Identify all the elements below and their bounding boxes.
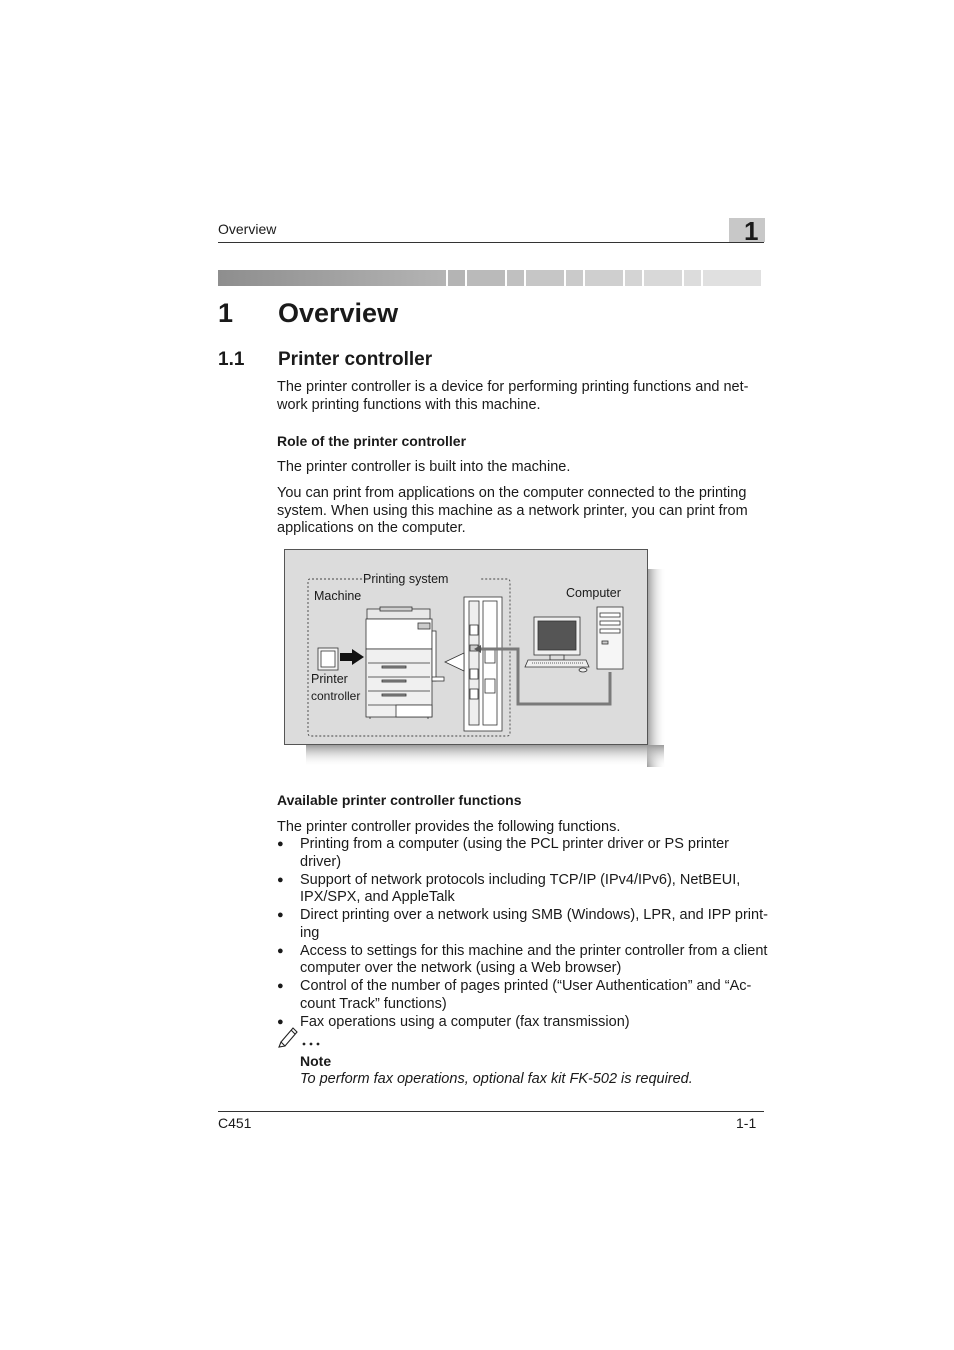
copier-machine-icon: [366, 607, 444, 719]
list-item: ● Control of the number of pages printed (“User Authentication” and “Ac-count Track” functions): [277, 978, 752, 1012]
intro-paragraph: The printer controller is a device for performing printing functions and net-work printing functions with this machine.: [277, 379, 749, 413]
footer-rule: [218, 1111, 764, 1112]
footer-page-number: 1-1: [736, 1115, 757, 1131]
pencil-note-icon: [278, 1024, 326, 1053]
note-text: To perform fax operations, optional fax kit FK-502 is required.: [300, 1071, 693, 1087]
section-title: Printer controller: [278, 349, 433, 370]
machine-label: Machine: [314, 589, 362, 603]
decorative-band: [218, 270, 764, 286]
footer-model: C451: [218, 1115, 252, 1131]
printer-label: Printer: [311, 672, 348, 686]
chapter-title: Overview: [278, 298, 399, 328]
chapter-number: 1: [218, 298, 234, 328]
role-paragraph-2: You can print from applications on the computer connected to the printing system. When using this machine as a network printer, you can print from applications on the computer.: [277, 485, 748, 536]
list-item: ● Fax operations using a computer (fax transmission): [277, 1013, 630, 1030]
running-header-section: Overview: [218, 221, 277, 237]
functions-list: [277, 836, 769, 1032]
printer-controller-icon: [318, 648, 338, 670]
computer-icon: [525, 607, 623, 672]
chapter-tab-number: 1: [744, 216, 759, 246]
list-item: ● Support of network protocols including TCP/IP (IPv4/IPv6), NetBEUI, IPX/SPX, and AppleTalk: [277, 871, 741, 905]
functions-heading: Available printer controller functions: [277, 792, 522, 808]
controller-board-icon: [464, 597, 502, 731]
computer-label: Computer: [566, 586, 621, 600]
note-label: Note: [300, 1053, 332, 1069]
list-item: ● Access to settings for this machine and the printer controller from a client computer over the network (using a Web browser): [277, 942, 768, 976]
list-item: ● Direct printing over a network using SMB (Windows), LPR, and IPP print-ing: [277, 907, 768, 941]
functions-lead: The printer controller provides the following functions.: [277, 819, 621, 835]
header-rule: [218, 242, 764, 243]
printing-system-label: Printing system: [363, 572, 449, 586]
section-number: 1.1: [218, 349, 245, 370]
printing-system-diagram: [284, 549, 666, 767]
controller-label: controller: [311, 689, 361, 703]
role-heading: Role of the printer controller: [277, 433, 467, 449]
list-item: ● Printing from a computer (using the PCL printer driver or PS printer driver): [277, 836, 729, 870]
role-paragraph-1: The printer controller is built into the machine.: [277, 459, 571, 475]
